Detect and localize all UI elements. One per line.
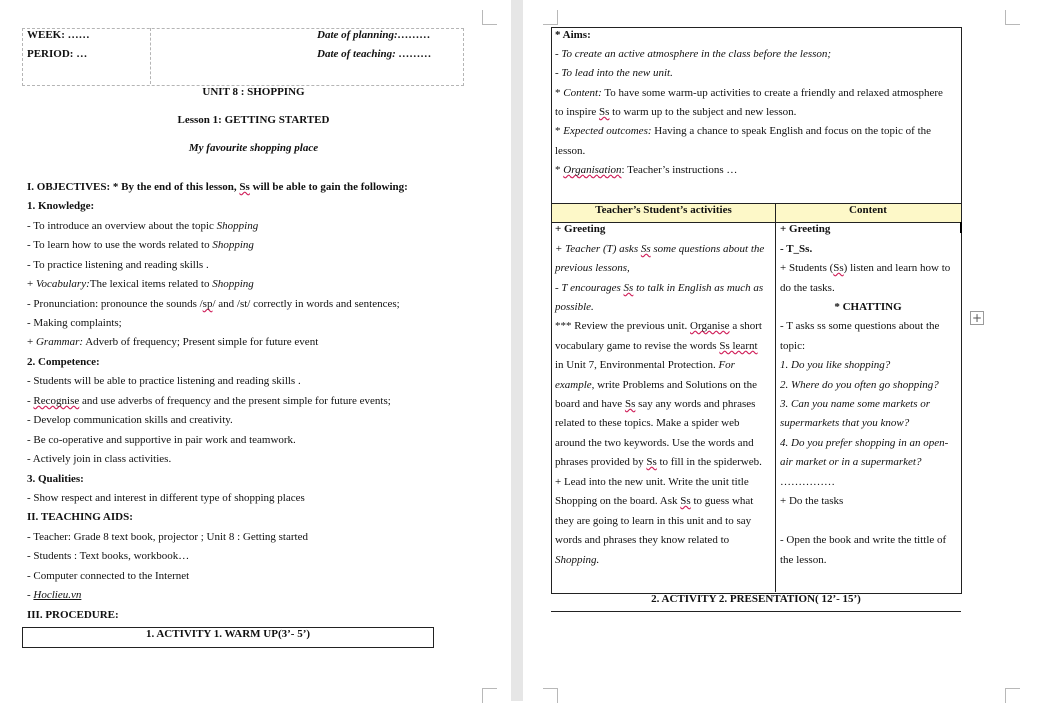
content-line: ……………	[780, 476, 835, 488]
content-line: - T_Ss.	[780, 243, 813, 255]
content-line: - Open the book and write the tittle of	[780, 534, 947, 546]
activity-line: possible.	[555, 301, 594, 313]
teaching-aids-heading: II. TEACHING AIDS:	[27, 511, 133, 523]
aids-item: - Students : Text books, workbook…	[27, 550, 190, 562]
knowledge-item: - To introduce an overview about the topic Shopping	[27, 220, 259, 232]
activity2-title: 2. ACTIVITY 2. PRESENTATION( 12’- 15’)	[651, 593, 861, 605]
aims-heading: * Aims:	[555, 29, 591, 41]
week-label: WEEK: ……	[27, 29, 90, 41]
question-line: 4. Do you prefer shopping in an open-	[780, 437, 949, 449]
lesson-subtitle: My favourite shopping place	[188, 142, 319, 154]
activity-line: - T encourages Ss to talk in English as much as	[555, 282, 764, 294]
activity-line: phrases provided by Ss to fill in the spiderweb.	[555, 456, 762, 468]
objectives-heading: I. OBJECTIVES: * By the end of this lesson, Ss will be able to gain the following:	[27, 181, 408, 193]
activity2-rule	[551, 611, 961, 612]
activity-line: previous lessons,	[555, 262, 630, 274]
content-line: topic:	[780, 340, 806, 352]
activity-line: around the two keywords. Use the words and	[555, 437, 754, 449]
aims-content: to inspire Ss to warm up to the subject and new lesson.	[555, 106, 797, 118]
competence-item: - Be co-operative and supportive in pair work and teamwork.	[27, 434, 296, 446]
competence-heading: 2. Competence:	[27, 356, 100, 368]
aims-content: * Content: To have some warm-up activities to create a friendly and relaxed atmosphere	[555, 87, 943, 99]
aids-item: - Computer connected to the Internet	[27, 570, 190, 582]
content-line: + Students (Ss) listen and learn how to	[780, 262, 951, 274]
lesson-title: Lesson 1: GETTING STARTED	[177, 114, 330, 126]
date-of-teaching: Date of teaching: ………	[317, 48, 432, 60]
aims-item: - To create an active atmosphere in the class before the lesson;	[555, 48, 832, 60]
knowledge-item: - To practice listening and reading skills .	[27, 259, 209, 271]
document-page-1	[0, 0, 511, 701]
knowledge-item: + Vocabulary:The lexical items related to Shopping	[27, 278, 254, 290]
unit-title: UNIT 8 : SHOPPING	[202, 86, 305, 98]
qualities-heading: 3. Qualities:	[27, 473, 84, 485]
text-cursor	[960, 222, 962, 233]
page-gutter	[511, 0, 523, 701]
aims-outcomes: * Expected outcomes: Having a chance to speak English and focus on the topic of the	[555, 125, 932, 137]
activity-line: vocabulary game to revise the words Ss learnt	[555, 340, 758, 352]
knowledge-item: - Pronunciation: pronounce the sounds /sp/ and /st/ correctly in words and sentences;	[27, 298, 400, 310]
content-line: do the tasks.	[780, 282, 835, 294]
activity-line: related to these topics. Make a spider web	[555, 417, 740, 429]
competence-item: - Actively join in class activities.	[27, 453, 172, 465]
content-line: + Greeting	[780, 223, 831, 235]
activity-line: Shopping.	[555, 554, 600, 566]
chatting-heading: * CHATTING	[834, 301, 902, 313]
table-column-divider	[775, 203, 776, 592]
table-header-activities: Teacher’s Student’s activities	[595, 204, 732, 216]
knowledge-item: - To learn how to use the words related to Shopping	[27, 239, 254, 251]
activity-line: words and phrases they know related to	[555, 534, 730, 546]
activity-line: + Lead into the new unit. Write the unit title	[555, 476, 749, 488]
knowledge-heading: 1. Knowledge:	[27, 200, 95, 212]
knowledge-item: - Making complaints;	[27, 317, 122, 329]
hoclieu-link[interactable]: Hoclieu.vn	[33, 589, 82, 601]
aims-item: - To lead into the new unit.	[555, 67, 673, 79]
date-of-planning: Date of planning:………	[317, 29, 431, 41]
question-line: 3. Can you name some markets or	[780, 398, 931, 410]
activity-line: + Teacher (T) asks Ss some questions about the	[555, 243, 765, 255]
aims-outcomes: lesson.	[555, 145, 586, 157]
activity-line: *** Review the previous unit. Organise a short	[555, 320, 762, 332]
aids-item: - Teacher: Grade 8 text book, projector ; Unit 8 : Getting started	[27, 531, 308, 543]
aids-item: - Hoclieu.vn	[27, 589, 82, 601]
activity-line: Shopping on the board. Ask Ss to guess what	[555, 495, 754, 507]
crop-mark	[482, 10, 497, 25]
activity-line: in Unit 7, Environmental Protection. For	[555, 359, 735, 371]
question-line: supermarkets that you know?	[780, 417, 910, 429]
activity1-title: 1. ACTIVITY 1. WARM UP(3’- 5’)	[145, 628, 311, 640]
activity-line: + Greeting	[555, 223, 606, 235]
crop-mark	[1005, 10, 1020, 25]
procedure-heading: III. PROCEDURE:	[27, 609, 119, 621]
knowledge-item: + Grammar: Adverb of frequency; Present simple for future event	[27, 336, 319, 348]
competence-item: - Students will be able to practice listening and reading skills .	[27, 375, 301, 387]
activity-line: example, write Problems and Solutions on the	[555, 379, 757, 391]
period-label: PERIOD: …	[27, 48, 88, 60]
add-row-button[interactable]: +	[971, 311, 983, 325]
content-line: + Do the tasks	[780, 495, 844, 507]
activity-line: board and have Ss say any words and phrases	[555, 398, 756, 410]
qualities-item: - Show respect and interest in different type of shopping places	[27, 492, 305, 504]
activity-line: they are going to learn in this unit and to say	[555, 515, 752, 527]
header-table-divider	[150, 28, 151, 84]
question-line: air market or in a supermarket?	[780, 456, 922, 468]
competence-item: - Develop communication skills and creativity.	[27, 414, 233, 426]
question-line: 2. Where do you often go shopping?	[780, 379, 939, 391]
table-rule	[551, 222, 961, 223]
content-line: the lesson.	[780, 554, 827, 566]
content-line: - T asks ss some questions about the	[780, 320, 940, 332]
aims-organisation: * Organisation: Teacher’s instructions …	[555, 164, 738, 176]
crop-mark	[543, 10, 558, 25]
table-header-content: Content	[849, 204, 887, 216]
question-line: 1. Do you like shopping?	[780, 359, 891, 371]
competence-item: - Recognise and use adverbs of frequency and the present simple for future events;	[27, 395, 391, 407]
